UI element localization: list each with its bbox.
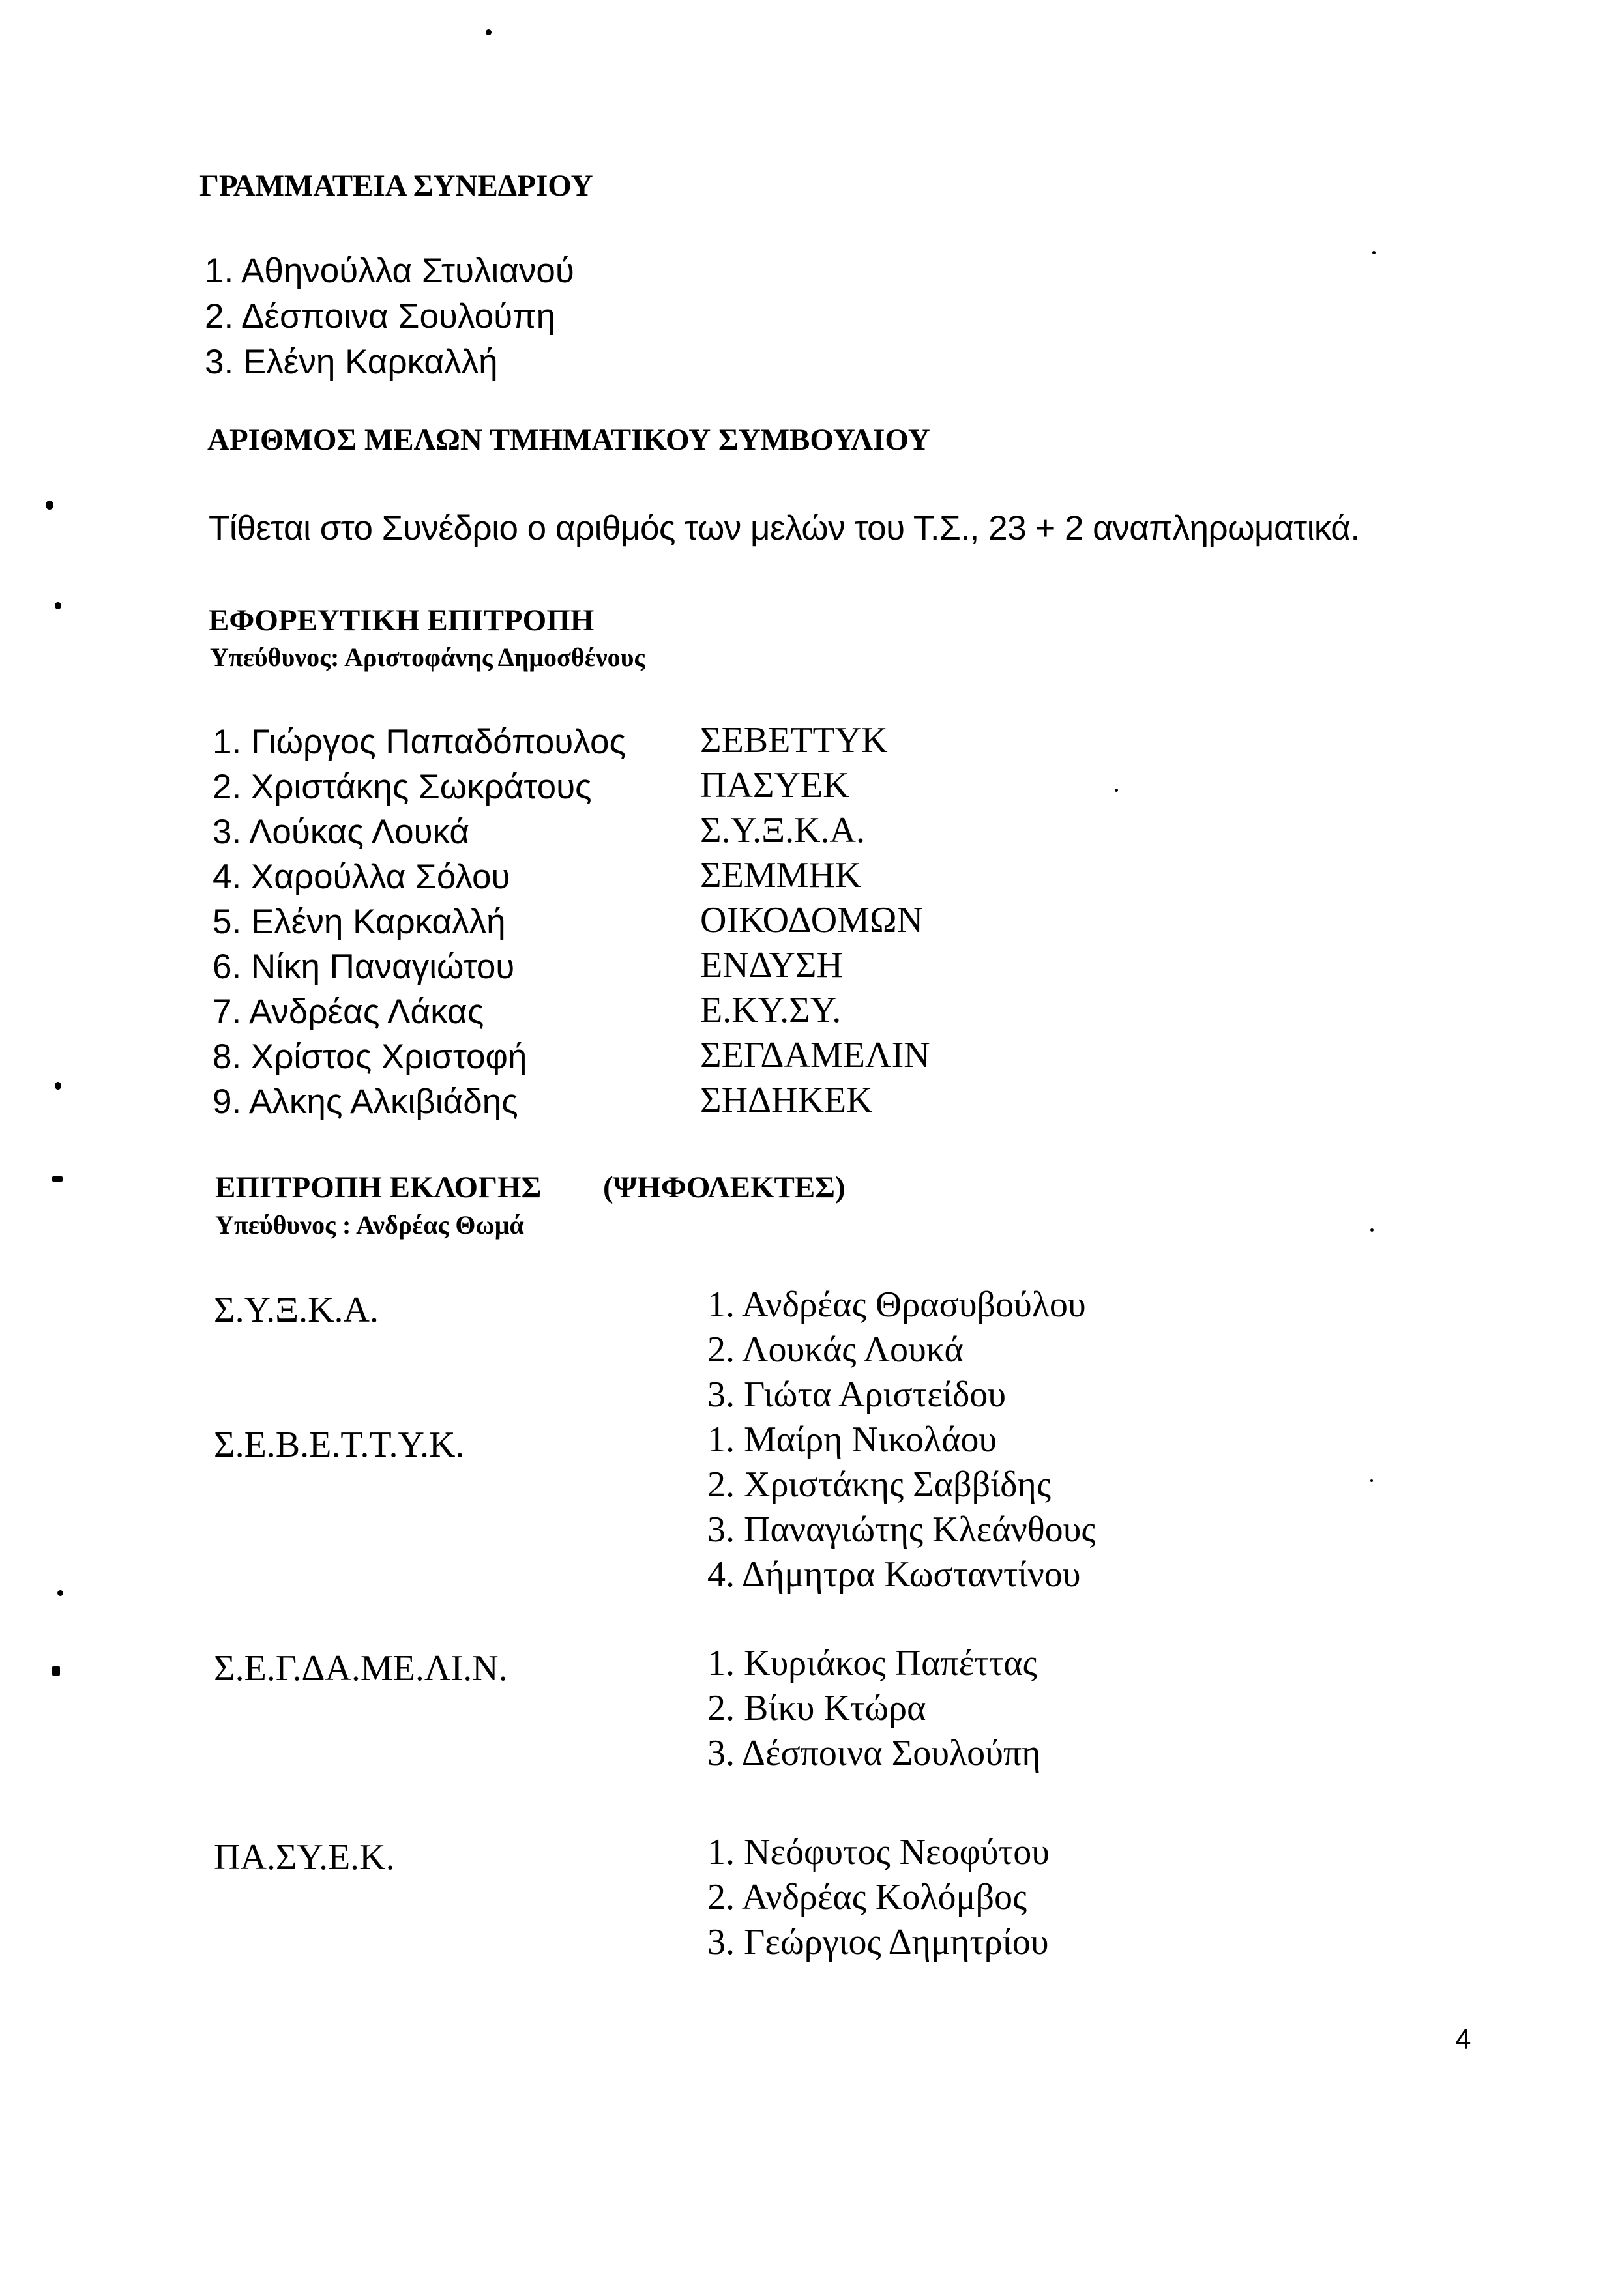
committee-group-member: 1. Ανδρέας Θρασυβούλου [707, 1285, 1086, 1325]
scan-speck [486, 29, 492, 35]
secretariat-member: 1. Αθηνούλλα Στυλιανού [205, 252, 574, 290]
committee-group-union: ΠΑ.ΣΥ.Ε.Κ. [214, 1837, 395, 1878]
election-committee-title-suffix: (ΨΗΦΟΛΕΚΤΕΣ) [603, 1170, 846, 1204]
board-member-name: 5. Ελένη Καρκαλλή [213, 903, 506, 941]
committee-group-union: Σ.Ε.Γ.ΔΑ.ΜΕ.ΛΙ.Ν. [214, 1648, 508, 1689]
secretariat-member: 3. Ελένη Καρκαλλή [205, 343, 498, 381]
committee-group-member: 3. Γιώτα Αριστείδου [707, 1374, 1006, 1415]
secretariat-member: 2. Δέσποινα Σουλούπη [205, 297, 556, 336]
board-member-name: 8. Χρίστος Χριστοφή [213, 1038, 527, 1076]
committee-group-member: 1. Μαίρη Νικολάου [707, 1419, 997, 1460]
scan-speck [52, 1666, 60, 1676]
board-member-union: ΣΗΔΗΚΕΚ [700, 1080, 873, 1120]
board-member-union: ΠΑΣΥΕΚ [700, 765, 849, 806]
board-member-name: 9. Αλκης Αλκιβιάδης [213, 1083, 518, 1121]
election-board-responsible: Υπεύθυνος: Αριστοφάνης Δημοσθένους [210, 643, 645, 672]
scan-speck [1370, 1228, 1374, 1232]
board-member-union: ΕΝΔΥΣΗ [700, 945, 843, 985]
board-member-union: Σ.Υ.Ξ.Κ.Α. [700, 810, 865, 850]
board-member-union: ΣΕΓΔΑΜΕΛΙΝ [700, 1035, 930, 1075]
board-member-name: 7. Ανδρέας Λάκας [213, 993, 484, 1031]
election-committee-title: ΕΠΙΤΡΟΠΗ ΕΚΛΟΓΗΣ [215, 1170, 542, 1204]
scan-speck [57, 1590, 63, 1596]
board-member-name: 4. Χαρούλλα Σόλου [213, 858, 510, 896]
board-member-name: 3. Λούκας Λουκά [213, 813, 470, 851]
board-member-name: 2. Χριστάκης Σωκράτους [213, 768, 592, 806]
committee-group-member: 3. Δέσποινα Σουλούπη [707, 1733, 1041, 1773]
board-member-name: 1. Γιώργος Παπαδόπουλος [213, 723, 626, 761]
committee-group-member: 2. Χριστάκης Σαββίδης [707, 1464, 1051, 1505]
election-board-title: ΕΦΟΡΕΥΤΙΚΗ ΕΠΙΤΡΟΠΗ [209, 603, 595, 637]
board-member-union: ΟΙΚΟΔΟΜΩΝ [700, 900, 924, 940]
board-member-union: ΣΕΒΕΤΤΥΚ [700, 720, 888, 761]
committee-group-member: 2. Βίκυ Κτώρα [707, 1688, 926, 1728]
council-title: ΑΡΙΘΜΟΣ ΜΕΛΩΝ ΤΜΗΜΑΤΙΚΟΥ ΣΥΜΒΟΥΛΙΟΥ [207, 423, 930, 457]
scan-speck [46, 501, 53, 510]
election-committee-responsible: Υπεύθυνος : Ανδρέας Θωμά [215, 1210, 524, 1240]
scan-speck [55, 602, 61, 609]
committee-group-member: 1. Νεόφυτος Νεοφύτου [707, 1832, 1050, 1872]
committee-group-union: Σ.Υ.Ξ.Κ.Α. [214, 1290, 379, 1330]
council-text: Τίθεται στο Συνέδριο ο αριθμός των μελών του Τ.Σ., 23 + 2 αναπληρωματικά. [209, 509, 1360, 547]
scan-speck [52, 1176, 63, 1182]
secretariat-title: ΓΡΑΜΜΑΤΕΙΑ ΣΥΝΕΔΡΙΟΥ [199, 169, 593, 203]
committee-group-union: Σ.Ε.Β.Ε.Τ.Τ.Υ.Κ. [214, 1425, 465, 1465]
scan-speck [1370, 1479, 1373, 1482]
board-member-union: Ε.ΚΥ.ΣΥ. [700, 990, 842, 1030]
page-number: 4 [1455, 2024, 1471, 2056]
scan-speck [1372, 251, 1376, 254]
scan-speck [55, 1082, 61, 1090]
scan-speck [1115, 789, 1118, 792]
committee-group-member: 3. Γεώργιος Δημητρίου [707, 1922, 1049, 1962]
committee-group-member: 1. Κυριάκος Παπέττας [707, 1643, 1037, 1683]
committee-group-member: 3. Παναγιώτης Κλεάνθους [707, 1509, 1096, 1550]
committee-group-member: 4. Δήμητρα Κωσταντίνου [707, 1554, 1081, 1595]
committee-group-member: 2. Ανδρέας Κολόμβος [707, 1877, 1027, 1917]
board-member-union: ΣΕΜΜΗΚ [700, 855, 862, 895]
committee-group-member: 2. Λουκάς Λουκά [707, 1330, 964, 1370]
board-member-name: 6. Νίκη Παναγιώτου [213, 948, 515, 986]
